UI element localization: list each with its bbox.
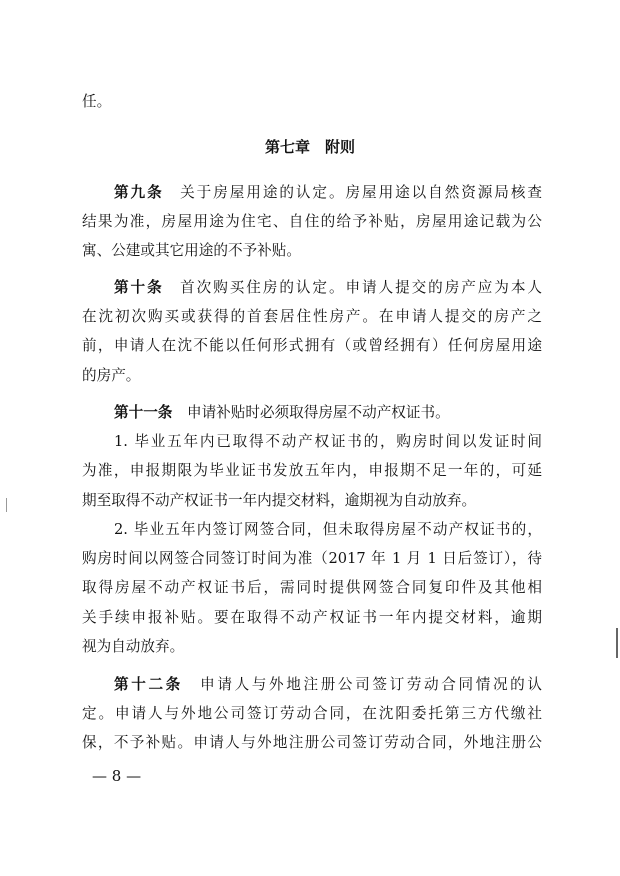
line-text: 结果为准，房屋用途为住宅、自住的给予补贴，房屋用途记载为公 [82, 213, 542, 230]
article-number: 第十一条 [114, 404, 173, 421]
line-text: 关于房屋用途的认定。房屋用途以自然资源局核查 [163, 184, 542, 201]
text-line [82, 608, 542, 628]
line-text: 为准，申报期限为毕业证书发放五年内，申报期不足一年的，可延 [82, 462, 542, 479]
line-text: 首次购买住房的认定。申请人提交的房产应为本人 [163, 279, 542, 296]
text-line [114, 432, 542, 452]
article-number: 第十条 [114, 279, 164, 296]
text-line [82, 461, 542, 481]
text-line [114, 183, 542, 203]
line-text: 前，申请人在沈不能以任何形式拥有（或曾经拥有）任何房屋用途 [82, 337, 542, 354]
line-text: 购房时间以网签合同签订时间为准（2017 年 1 月 1 日后签订），待 [82, 550, 542, 567]
text-line [114, 675, 542, 695]
chapter-heading: 第七章 附则 [264, 138, 355, 156]
text-line [82, 307, 542, 327]
text-line [114, 520, 542, 540]
scan-edge-mark [6, 498, 7, 512]
line-text: 取得房屋不动产权证书后，需同时提供网签合同复印件及其他相 [82, 579, 542, 596]
page-number: — 8 — [92, 767, 142, 785]
text-line [114, 278, 542, 298]
text-line [82, 637, 542, 657]
article-number: 第九条 [114, 184, 164, 201]
line-text: 保，不予补贴。申请人与外地注册公司签订劳动合同，外地注册公 [82, 734, 542, 751]
line-text: 任。 [82, 93, 112, 110]
line-text: 期至取得不动产权证书一年内提交材料，逾期视为自动放弃。 [82, 492, 477, 509]
line-text: 关手续申报补贴。要在取得不动产权证书一年内提交材料，逾期 [82, 609, 542, 626]
text-line [82, 366, 542, 386]
text-line [82, 336, 542, 356]
line-text: 视为自动放弃。 [82, 638, 185, 655]
line-text: 寓、公建或其它用途的不予补贴。 [82, 242, 301, 259]
scan-edge-mark [616, 628, 618, 658]
text-line [82, 578, 542, 598]
article-number: 第十二条 [114, 676, 183, 693]
line-text: 定。申请人与外地公司签订劳动合同，在沈阳委托第三方代缴社 [82, 705, 542, 722]
line-text: 申请人与外地注册公司签订劳动合同情况的认 [182, 676, 542, 693]
text-line [82, 241, 542, 261]
text-line [82, 733, 542, 753]
text-line [82, 92, 542, 112]
line-text: 1. 毕业五年内已取得不动产权证书的，购房时间以发证时间 [114, 433, 542, 450]
text-line [82, 491, 542, 511]
line-text: 申请补贴时必须取得房屋不动产权证书。 [172, 404, 450, 421]
text-line [82, 549, 542, 569]
text-line [114, 403, 542, 423]
line-text: 在沈初次购买或获得的首套居住性房产。在申请人提交的房产之 [82, 308, 542, 325]
line-text: 的房产。 [82, 367, 141, 384]
line-text: 2. 毕业五年内签订网签合同，但未取得房屋不动产权证书的， [114, 521, 542, 538]
text-line [82, 212, 542, 232]
text-line [82, 704, 542, 724]
